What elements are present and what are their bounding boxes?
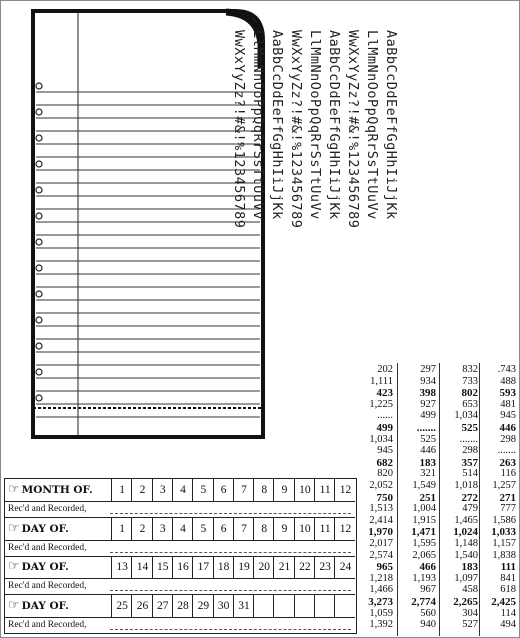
calendar-date-cell: 1 xyxy=(111,518,132,540)
calendar-row-label xyxy=(8,556,108,578)
ledger-value: 321 xyxy=(420,468,436,480)
calendar-date-cell: 8 xyxy=(253,518,274,540)
recorded-dashed-line xyxy=(110,513,351,514)
calendar-date-cell: 1 xyxy=(111,479,132,501)
ledger-value: 398 xyxy=(419,387,436,400)
ledger-value: 1,513 xyxy=(369,503,393,515)
ledger-value: 527 xyxy=(462,619,478,631)
ledger-value: 1,148 xyxy=(454,538,478,549)
ledger-row xyxy=(355,388,515,398)
ledger-row xyxy=(355,481,515,491)
ledger-value: 494 xyxy=(500,619,516,631)
ledger-row xyxy=(355,516,515,526)
ledger-value: 116 xyxy=(500,468,516,480)
ledger-value: 1,471 xyxy=(411,526,436,539)
ledger-row xyxy=(355,377,515,387)
calendar-date-cell: 7 xyxy=(233,479,254,501)
calendar-section xyxy=(5,479,355,518)
recorded-label: Rec'd and Recorded, xyxy=(8,581,87,591)
ledger-value: 1,466 xyxy=(369,584,393,596)
ledger-value: 1,540 xyxy=(454,549,478,561)
ledger-value: 271 xyxy=(499,491,516,504)
ledger-value: 927 xyxy=(420,398,436,410)
ledger-value: 111 xyxy=(500,561,516,574)
ledger-value: 202 xyxy=(377,364,393,375)
ledger-value: 2,265 xyxy=(453,596,478,608)
ledger-row xyxy=(355,411,515,421)
ledger-value: 1,059 xyxy=(369,607,393,619)
ledger-value: 298 xyxy=(500,433,516,445)
recorded-line xyxy=(5,502,355,518)
ledger-value: 777 xyxy=(500,503,516,515)
alphabet-line: LlMmNnOoPpQqRrSsTtUuVv xyxy=(307,30,323,220)
calendar-row-label-text: DAY OF. xyxy=(21,522,69,535)
recorded-dashed-line xyxy=(110,629,351,630)
ledger-value: 499 xyxy=(420,410,436,422)
calendar-date-cell: 14 xyxy=(131,556,152,578)
ledger-value: 466 xyxy=(419,561,436,574)
ledger-value: 251 xyxy=(419,491,436,504)
ledger-row xyxy=(355,469,515,479)
typewriter-alphabet xyxy=(220,30,400,330)
ledger-value: 458 xyxy=(462,584,478,596)
ledger-row xyxy=(355,551,515,561)
calendar-date-cell: 10 xyxy=(294,518,315,540)
ledger-value: 820 xyxy=(377,468,393,480)
calendar-date-cell: 7 xyxy=(233,518,254,540)
calendar-date-cell: 3 xyxy=(152,518,173,540)
ledger-value: 940 xyxy=(420,619,436,631)
ledger-value: 832 xyxy=(462,364,478,375)
ledger-value: 733 xyxy=(462,375,478,387)
ledger-row xyxy=(355,585,515,595)
ledger-value: ....... xyxy=(497,445,516,457)
recorded-calendar xyxy=(4,478,357,634)
ledger-value: 183 xyxy=(461,561,478,574)
recorded-label: Rec'd and Recorded, xyxy=(8,619,87,630)
recorded-label: Rec'd and Recorded, xyxy=(8,504,87,514)
ledger-value: 1,033 xyxy=(491,526,516,539)
calendar-date-cell: 26 xyxy=(131,595,152,617)
recorded-label: Rec'd and Recorded, xyxy=(8,542,87,553)
calendar-row-label xyxy=(8,479,108,501)
calendar-number-row xyxy=(5,556,355,579)
ledger-value: 1,225 xyxy=(369,398,393,410)
ledger-value: 446 xyxy=(499,422,516,434)
ledger-value: 2,774 xyxy=(411,596,436,608)
calendar-date-cell: 2 xyxy=(131,479,152,501)
ledger-value: 357 xyxy=(461,456,478,469)
ledger-row xyxy=(355,504,515,514)
calendar-row-label-text: MONTH OF. xyxy=(21,484,93,496)
calendar-date-cell: 27 xyxy=(152,595,173,617)
calendar-date-cell: 4 xyxy=(172,479,193,501)
calendar-row-label xyxy=(8,518,108,540)
calendar-date-cell: 3 xyxy=(152,479,173,501)
ledger-value: 1,004 xyxy=(412,503,436,515)
pointing-hand-icon: ☞ xyxy=(8,559,20,574)
calendar-date-cell: 22 xyxy=(294,556,315,578)
ledger-value: ....... xyxy=(459,433,478,445)
ledger-value: 841 xyxy=(500,572,516,584)
calendar-date-cell: 12 xyxy=(334,479,355,501)
calendar-date-cell: 23 xyxy=(314,556,335,578)
ledger-value: 446 xyxy=(420,445,436,457)
ledger-value: 1,465 xyxy=(454,514,478,526)
ledger-value: ...... xyxy=(377,410,393,422)
ledger-value: .743 xyxy=(497,364,516,375)
ledger-value: 2,017 xyxy=(369,538,393,549)
calendar-number-row xyxy=(5,595,355,618)
calendar-date-cell xyxy=(253,595,274,617)
ledger-value: 114 xyxy=(500,607,516,619)
ledger-value: 1,018 xyxy=(454,480,478,491)
ledger-value: 682 xyxy=(376,456,393,469)
recorded-line xyxy=(5,618,355,634)
calendar-date-cell: 2 xyxy=(131,518,152,540)
ledger-value: 1,157 xyxy=(492,538,516,549)
recorded-dashed-line xyxy=(110,590,351,591)
ledger-value: 298 xyxy=(462,445,478,457)
ledger-value: 183 xyxy=(419,456,436,469)
alphabet-line: WwXxYyZz?!#&!%123456789 xyxy=(288,30,304,229)
ledger-value: 1,218 xyxy=(369,572,393,584)
ledger-row xyxy=(355,446,515,456)
calendar-date-cell: 21 xyxy=(273,556,294,578)
calendar-date-cell: 20 xyxy=(253,556,274,578)
calendar-date-cell: 18 xyxy=(213,556,234,578)
calendar-number-row xyxy=(5,518,355,541)
calendar-date-cell: 12 xyxy=(334,518,355,540)
ledger-value: 653 xyxy=(462,398,478,410)
calendar-date-cell: 24 xyxy=(334,556,355,578)
calendar-date-cell: 6 xyxy=(213,518,234,540)
ledger-value: 3,273 xyxy=(368,596,393,608)
ledger-value: 514 xyxy=(462,468,478,480)
calendar-date-cell: 16 xyxy=(172,556,193,578)
ledger-value: 945 xyxy=(500,410,516,422)
ledger-row xyxy=(355,597,515,607)
calendar-date-cell: 6 xyxy=(213,479,234,501)
ledger-numbers xyxy=(355,361,515,636)
calendar-date-cell: 9 xyxy=(273,479,294,501)
alphabet-line: AaBbCcDdEeFfGgHhIiJjKk xyxy=(383,30,399,220)
calendar-date-cell: 29 xyxy=(192,595,213,617)
ledger-value: 2,065 xyxy=(412,549,436,561)
ledger-value: 1,193 xyxy=(412,572,436,584)
ledger-value: 272 xyxy=(461,491,478,504)
ledger-value: ....... xyxy=(416,422,436,434)
calendar-date-cell: 10 xyxy=(294,479,315,501)
calendar-date-cell: 11 xyxy=(314,518,335,540)
calendar-row-label xyxy=(8,595,108,617)
ledger-value: 1,034 xyxy=(369,433,393,445)
ledger-row xyxy=(355,620,515,630)
calendar-date-cell xyxy=(294,595,315,617)
ledger-value: 1,257 xyxy=(492,480,516,491)
calendar-number-row xyxy=(5,479,355,502)
ledger-value: 802 xyxy=(461,387,478,400)
ledger-value: 750 xyxy=(376,491,393,504)
calendar-section xyxy=(5,595,355,634)
ledger-value: 2,574 xyxy=(369,549,393,561)
alphabet-line: LlMmNnOoPpQqRrSsTtUuVv xyxy=(364,30,380,220)
ledger-row xyxy=(355,609,515,619)
ledger-value: 965 xyxy=(376,561,393,574)
ledger-value: 481 xyxy=(500,398,516,410)
calendar-date-cell: 28 xyxy=(172,595,193,617)
calendar-date-cell: 5 xyxy=(192,479,213,501)
ledger-row xyxy=(355,458,515,468)
calendar-date-cell: 25 xyxy=(111,595,132,617)
ledger-value: 1,034 xyxy=(454,410,478,422)
ledger-value: 1,586 xyxy=(492,514,516,526)
ledger-value: 1,970 xyxy=(368,526,393,539)
ledger-row xyxy=(355,435,515,445)
recorded-line xyxy=(5,579,355,595)
calendar-row-label-text: DAY OF. xyxy=(21,561,69,573)
ledger-value: 525 xyxy=(461,422,478,434)
ledger-value: 423 xyxy=(376,387,393,400)
ledger-value: 488 xyxy=(500,375,516,387)
ledger-value: 1,111 xyxy=(370,375,393,387)
ledger-value: 1,392 xyxy=(369,619,393,631)
ledger-value: 1,549 xyxy=(412,480,436,491)
calendar-date-cell xyxy=(314,595,335,617)
calendar-date-cell: 17 xyxy=(192,556,213,578)
ledger-value: 945 xyxy=(377,445,393,457)
ledger-value: 618 xyxy=(500,584,516,596)
calendar-date-cell: 19 xyxy=(233,556,254,578)
ledger-value: 560 xyxy=(420,607,436,619)
ledger-value: 2,414 xyxy=(369,514,393,526)
ledger-value: 1,838 xyxy=(492,549,516,561)
calendar-date-cell: 9 xyxy=(273,518,294,540)
ledger-value: 263 xyxy=(499,456,516,469)
alphabet-line: AaBbCcDdEeFfGgHhIiJjKk xyxy=(326,30,342,220)
calendar-section xyxy=(5,556,355,595)
ledger-value: 525 xyxy=(420,433,436,445)
calendar-date-cell: 5 xyxy=(192,518,213,540)
ledger-value: 593 xyxy=(499,387,516,400)
ledger-row xyxy=(355,365,515,375)
ledger-value: 1,595 xyxy=(412,538,436,549)
ledger-value: 1,024 xyxy=(453,526,478,539)
calendar-date-cell: 15 xyxy=(152,556,173,578)
ledger-row xyxy=(355,527,515,537)
recorded-dashed-line xyxy=(110,552,351,553)
ledger-row xyxy=(355,574,515,584)
ledger-value: 2,425 xyxy=(491,596,516,608)
pointing-hand-icon: ☞ xyxy=(8,482,20,497)
ledger-value: 297 xyxy=(420,364,436,375)
ledger-value: 499 xyxy=(376,422,393,434)
calendar-date-cell: 4 xyxy=(172,518,193,540)
ledger-value: 934 xyxy=(420,375,436,387)
alphabet-line: WwXxYyZz?!#&!%123456789 xyxy=(345,30,361,229)
calendar-date-cell: 30 xyxy=(213,595,234,617)
calendar-date-cell xyxy=(334,595,355,617)
pointing-hand-icon: ☞ xyxy=(8,520,20,536)
ledger-row xyxy=(355,493,515,503)
calendar-section xyxy=(5,518,355,557)
ledger-row xyxy=(355,539,515,549)
pointing-hand-icon: ☞ xyxy=(8,597,20,613)
calendar-date-cell: 11 xyxy=(314,479,335,501)
calendar-date-cell xyxy=(273,595,294,617)
alphabet-line: WwXxYyZz?!#&!%123456789 xyxy=(231,30,247,229)
ledger-row xyxy=(355,400,515,410)
ledger-value: 1,097 xyxy=(454,572,478,584)
calendar-date-cell: 13 xyxy=(111,556,132,578)
recorded-line xyxy=(5,541,355,557)
calendar-row-label-text: DAY OF. xyxy=(21,599,69,612)
ledger-value: 1,915 xyxy=(412,514,436,526)
alphabet-line: AaBbCcDdEeFfGgHhIiJjKk xyxy=(269,30,285,220)
ledger-value: 967 xyxy=(420,584,436,596)
ledger-value: 479 xyxy=(462,503,478,515)
calendar-date-cell: 31 xyxy=(233,595,254,617)
alphabet-line: LlMmNnOoPpQqRrSsTtUuVv xyxy=(250,30,266,220)
ledger-value: 304 xyxy=(462,607,478,619)
ledger-row xyxy=(355,562,515,572)
ledger-row xyxy=(355,423,515,433)
calendar-date-cell: 8 xyxy=(253,479,274,501)
ledger-value: 2,052 xyxy=(369,480,393,491)
